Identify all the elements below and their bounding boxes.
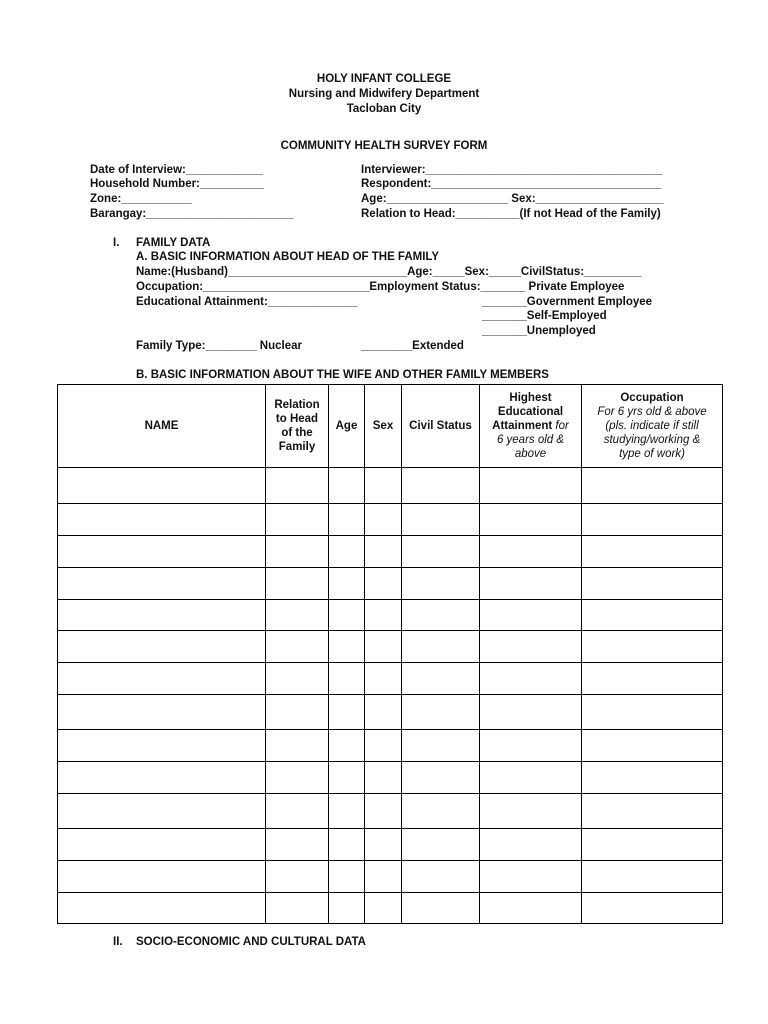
table-cell[interactable] bbox=[365, 504, 402, 536]
table-cell[interactable] bbox=[266, 762, 329, 794]
table-cell[interactable] bbox=[480, 762, 582, 794]
table-row bbox=[58, 829, 723, 861]
table-cell[interactable] bbox=[402, 631, 480, 663]
table-cell[interactable] bbox=[329, 631, 365, 663]
table-cell[interactable] bbox=[480, 893, 582, 924]
table-header-row bbox=[58, 385, 723, 468]
table-cell[interactable] bbox=[266, 568, 329, 600]
department-name: Nursing and Midwifery Department bbox=[288, 88, 480, 100]
table-cell[interactable] bbox=[480, 468, 582, 504]
table-cell[interactable] bbox=[480, 568, 582, 600]
table-row bbox=[58, 663, 723, 695]
table-cell[interactable] bbox=[480, 861, 582, 893]
subsection-b-heading: B. BASIC INFORMATION ABOUT THE WIFE AND OTHER FAMILY MEMBERS bbox=[136, 369, 549, 381]
table-cell[interactable] bbox=[329, 762, 365, 794]
col-header-occupation: Occupation For 6 yrs old & above (pls. indicate if still studying/working & type of work) bbox=[582, 385, 723, 468]
col-header-civil-status: Civil Status bbox=[402, 385, 480, 468]
table-cell[interactable] bbox=[582, 695, 723, 730]
table-row bbox=[58, 762, 723, 794]
table-row bbox=[58, 468, 723, 504]
table-cell[interactable] bbox=[402, 536, 480, 568]
table-cell[interactable] bbox=[365, 893, 402, 924]
table-cell[interactable] bbox=[402, 829, 480, 861]
col-header-name: NAME bbox=[58, 385, 266, 468]
table-cell[interactable] bbox=[266, 794, 329, 829]
table-cell[interactable] bbox=[329, 893, 365, 924]
table-cell[interactable] bbox=[582, 600, 723, 631]
age-sex-field[interactable]: Age:___________________ Sex:____________________ bbox=[361, 193, 664, 205]
table-cell[interactable] bbox=[58, 600, 266, 631]
table-row bbox=[58, 631, 723, 663]
table-row bbox=[58, 893, 723, 924]
table-cell[interactable] bbox=[329, 695, 365, 730]
table-cell[interactable] bbox=[402, 468, 480, 504]
household-number-field[interactable]: Household Number:__________ bbox=[90, 178, 264, 190]
table-cell[interactable] bbox=[582, 730, 723, 762]
table-cell[interactable] bbox=[329, 730, 365, 762]
table-cell[interactable] bbox=[266, 504, 329, 536]
table-cell[interactable] bbox=[480, 695, 582, 730]
table-cell[interactable] bbox=[365, 536, 402, 568]
table-cell[interactable] bbox=[58, 762, 266, 794]
table-row bbox=[58, 730, 723, 762]
table-cell[interactable] bbox=[365, 829, 402, 861]
table-cell[interactable] bbox=[58, 695, 266, 730]
table-cell[interactable] bbox=[329, 568, 365, 600]
head-education-line[interactable]: Educational Attainment:______________ bbox=[136, 296, 358, 308]
table-cell[interactable] bbox=[365, 861, 402, 893]
table-cell[interactable] bbox=[480, 829, 582, 861]
table-cell[interactable] bbox=[402, 600, 480, 631]
table-cell[interactable] bbox=[58, 829, 266, 861]
table-cell[interactable] bbox=[58, 536, 266, 568]
table-cell[interactable] bbox=[365, 631, 402, 663]
option-government-employee[interactable]: _______Government Employee bbox=[482, 296, 653, 308]
form-title: COMMUNITY HEALTH SURVEY FORM bbox=[280, 140, 488, 152]
table-row bbox=[58, 861, 723, 893]
table-cell[interactable] bbox=[402, 504, 480, 536]
table-cell[interactable] bbox=[582, 468, 723, 504]
relation-to-head-field[interactable]: Relation to Head:__________(If not Head of the Family) bbox=[361, 208, 661, 220]
table-cell[interactable] bbox=[58, 631, 266, 663]
table-row bbox=[58, 794, 723, 829]
table-cell[interactable] bbox=[402, 861, 480, 893]
table-cell[interactable] bbox=[58, 861, 266, 893]
col-header-age: Age bbox=[329, 385, 365, 468]
table-cell[interactable] bbox=[329, 468, 365, 504]
table-cell[interactable] bbox=[365, 468, 402, 504]
table-cell[interactable] bbox=[402, 730, 480, 762]
table-cell[interactable] bbox=[58, 568, 266, 600]
table-cell[interactable] bbox=[329, 536, 365, 568]
col-header-relation: Relation to Head of the Family bbox=[266, 385, 329, 468]
table-cell[interactable] bbox=[582, 663, 723, 695]
section1-heading: FAMILY DATA bbox=[136, 237, 211, 249]
respondent-field[interactable]: Respondent:____________________________________ bbox=[361, 178, 662, 190]
table-cell[interactable] bbox=[365, 730, 402, 762]
table-cell[interactable] bbox=[402, 663, 480, 695]
date-of-interview-field[interactable]: Date of Interview:____________ bbox=[90, 164, 263, 176]
table-cell[interactable] bbox=[402, 893, 480, 924]
family-members-table bbox=[57, 384, 723, 924]
option-unemployed[interactable]: _______Unemployed bbox=[482, 325, 596, 337]
table-cell[interactable] bbox=[266, 600, 329, 631]
table-cell[interactable] bbox=[402, 695, 480, 730]
table-cell[interactable] bbox=[58, 504, 266, 536]
col-header-education: Highest Educational Attainment for 6 years old & above bbox=[480, 385, 582, 468]
table-row bbox=[58, 536, 723, 568]
table-cell[interactable] bbox=[58, 468, 266, 504]
table-cell[interactable] bbox=[266, 695, 329, 730]
table-cell[interactable] bbox=[582, 794, 723, 829]
family-type-nuclear[interactable]: Family Type:________ Nuclear bbox=[136, 340, 302, 352]
table-cell[interactable] bbox=[365, 663, 402, 695]
table-cell[interactable] bbox=[402, 762, 480, 794]
city-name: Tacloban City bbox=[346, 103, 422, 115]
table-cell[interactable] bbox=[329, 504, 365, 536]
section1-number: I. bbox=[113, 237, 120, 249]
table-cell[interactable] bbox=[329, 600, 365, 631]
table-cell[interactable] bbox=[329, 794, 365, 829]
table-cell[interactable] bbox=[58, 794, 266, 829]
head-name-line[interactable]: Name:(Husband)____________________________Age:_____Sex:_____CivilStatus:_________ bbox=[136, 266, 642, 278]
table-cell[interactable] bbox=[480, 730, 582, 762]
table-cell[interactable] bbox=[582, 631, 723, 663]
table-cell[interactable] bbox=[266, 829, 329, 861]
table-cell[interactable] bbox=[266, 861, 329, 893]
table-cell[interactable] bbox=[480, 536, 582, 568]
table-cell[interactable] bbox=[480, 794, 582, 829]
barangay-field[interactable]: Barangay:_______________________ bbox=[90, 208, 294, 220]
table-cell[interactable] bbox=[582, 536, 723, 568]
table-cell[interactable] bbox=[58, 663, 266, 695]
table-cell[interactable] bbox=[582, 861, 723, 893]
table-cell[interactable] bbox=[266, 730, 329, 762]
table-row bbox=[58, 504, 723, 536]
section2-heading: SOCIO-ECONOMIC AND CULTURAL DATA bbox=[136, 936, 366, 948]
interviewer-field[interactable]: Interviewer:_____________________________________ bbox=[361, 164, 663, 176]
table-cell[interactable] bbox=[266, 631, 329, 663]
table-cell[interactable] bbox=[582, 829, 723, 861]
table-row bbox=[58, 568, 723, 600]
table-row bbox=[58, 695, 723, 730]
table-cell[interactable] bbox=[402, 794, 480, 829]
table-cell[interactable] bbox=[480, 631, 582, 663]
table-cell[interactable] bbox=[480, 504, 582, 536]
table-cell[interactable] bbox=[365, 600, 402, 631]
option-self-employed[interactable]: _______Self-Employed bbox=[482, 310, 607, 322]
table-cell[interactable] bbox=[266, 536, 329, 568]
table-cell[interactable] bbox=[329, 829, 365, 861]
table-cell[interactable] bbox=[266, 893, 329, 924]
table-cell[interactable] bbox=[582, 504, 723, 536]
table-cell[interactable] bbox=[582, 762, 723, 794]
table-cell[interactable] bbox=[266, 468, 329, 504]
school-name: HOLY INFANT COLLEGE bbox=[316, 73, 452, 85]
col-header-sex: Sex bbox=[365, 385, 402, 468]
table-cell[interactable] bbox=[402, 568, 480, 600]
table-cell[interactable] bbox=[365, 794, 402, 829]
table-cell[interactable] bbox=[329, 663, 365, 695]
table-cell[interactable] bbox=[365, 568, 402, 600]
table-cell[interactable] bbox=[266, 663, 329, 695]
table-cell[interactable] bbox=[58, 730, 266, 762]
section2-number: II. bbox=[113, 936, 123, 948]
table-cell[interactable] bbox=[480, 663, 582, 695]
table-cell[interactable] bbox=[365, 762, 402, 794]
family-type-extended[interactable]: ________Extended bbox=[361, 340, 464, 352]
table-cell[interactable] bbox=[582, 893, 723, 924]
table-cell[interactable] bbox=[582, 568, 723, 600]
table-cell[interactable] bbox=[365, 695, 402, 730]
table-row bbox=[58, 600, 723, 631]
table-cell[interactable] bbox=[329, 861, 365, 893]
subsection-a-heading: A. BASIC INFORMATION ABOUT HEAD OF THE FAMILY bbox=[136, 251, 440, 263]
table-cell[interactable] bbox=[480, 600, 582, 631]
table-cell[interactable] bbox=[58, 893, 266, 924]
head-occupation-line[interactable]: Occupation:__________________________Employment Status:_______ Private Employee bbox=[136, 281, 625, 293]
zone-field[interactable]: Zone:___________ bbox=[90, 193, 192, 205]
